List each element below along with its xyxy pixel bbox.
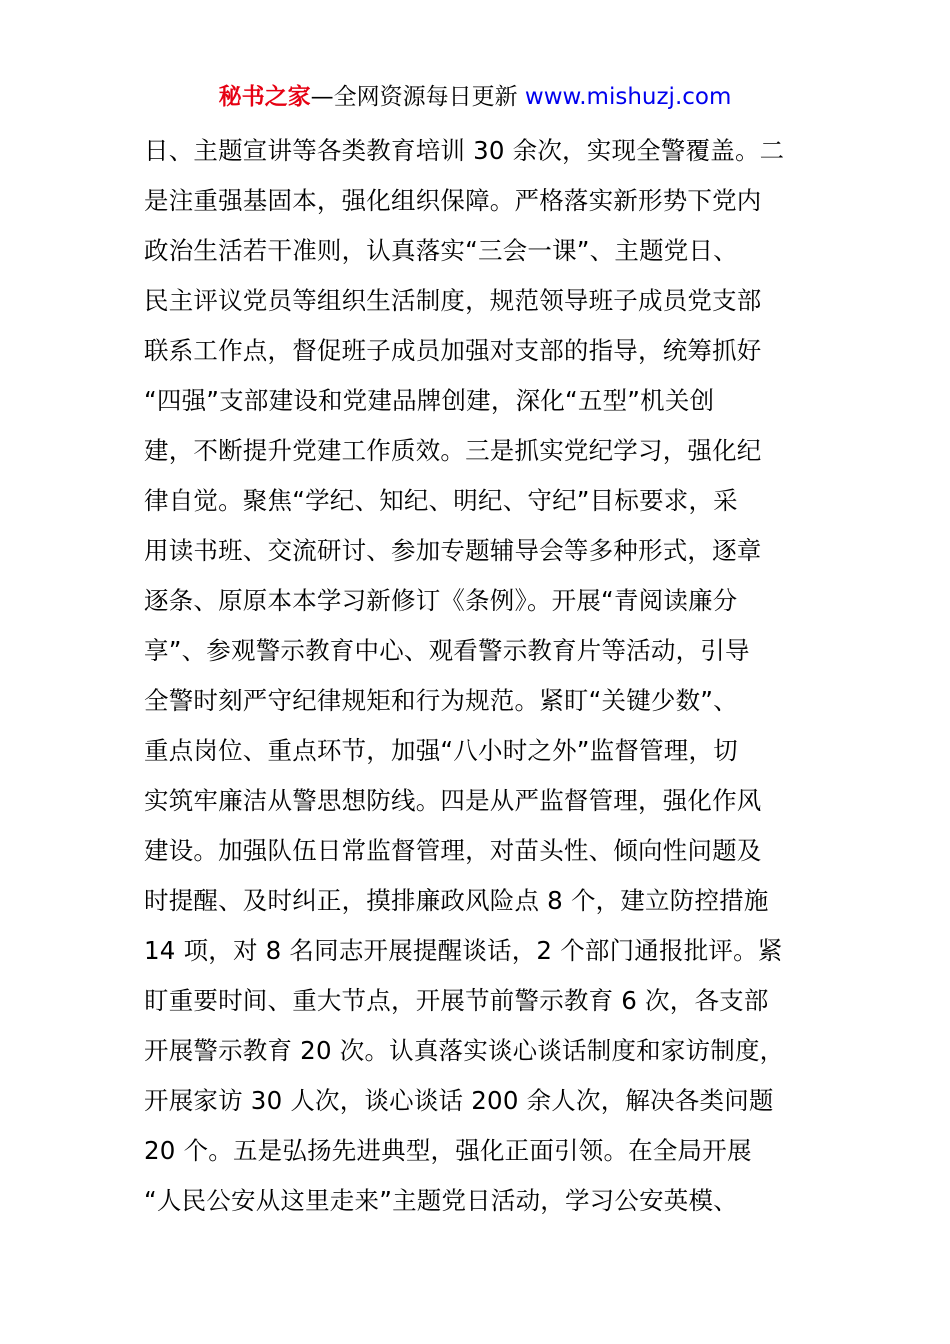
text-line: 逐条、原原本本学习新修订《条例》。开展“青阅读廉分 [144, 586, 738, 615]
text-line: 20 个。五是弘扬先进典型，强化正面引领。在全局开展 [144, 1136, 752, 1165]
text-line: 建，不断提升党建工作质效。三是抓实党纪学习，强化纪 [144, 436, 762, 465]
text-line: 建设。加强队伍日常监督管理，对苗头性、倾向性问题及 [144, 836, 762, 865]
text-line: 开展警示教育 20 次。认真落实谈心谈话制度和家访制度， [144, 1036, 785, 1065]
site-url-link[interactable]: www.mishuzj.com [524, 84, 732, 110]
text-line: “人民公安从这里走来”主题党日活动，学习公安英模、 [144, 1186, 738, 1215]
text-line: “四强”支部建设和党建品牌创建，深化“五型”机关创 [144, 386, 715, 415]
text-line: 联系工作点，督促班子成员加强对支部的指导，统筹抓好 [144, 336, 762, 365]
text-line: 盯重要时间、重大节点，开展节前警示教育 6 次，各支部 [144, 986, 769, 1015]
text-line: 全警时刻严守纪律规矩和行为规范。紧盯“关键少数”、 [144, 686, 738, 715]
text-line: 重点岗位、重点环节，加强“八小时之外”监督管理，切 [144, 736, 738, 765]
text-line: 日、主题宣讲等各类教育培训 30 余次，实现全警覆盖。二 [144, 136, 785, 165]
header-tagline: —全网资源每日更新 [310, 84, 518, 110]
text-line: 是注重强基固本，强化组织保障。严格落实新形势下党内 [144, 186, 762, 215]
page-header [0, 80, 950, 114]
text-line: 律自觉。聚焦“学纪、知纪、明纪、守纪”目标要求，采 [144, 486, 738, 515]
document-body [144, 126, 824, 1226]
text-line: 开展家访 30 人次，谈心谈话 200 余人次，解决各类问题 [144, 1086, 774, 1115]
text-line: 14 项，对 8 名同志开展提醒谈话，2 个部门通报批评。紧 [144, 936, 783, 965]
text-line: 民主评议党员等组织生活制度，规范领导班子成员党支部 [144, 286, 762, 315]
text-line: 政治生活若干准则，认真落实“三会一课”、主题党日、 [144, 236, 738, 265]
text-line: 时提醒、及时纠正，摸排廉政风险点 8 个，建立防控措施 [144, 886, 769, 915]
text-line: 享”、参观警示教育中心、观看警示教育片等活动，引导 [144, 636, 750, 665]
brand-name: 秘书之家 [218, 84, 311, 110]
text-line: 实筑牢廉洁从警思想防线。四是从严监督管理，强化作风 [144, 786, 762, 815]
text-line: 用读书班、交流研讨、参加专题辅导会等多种形式，逐章 [144, 536, 762, 565]
